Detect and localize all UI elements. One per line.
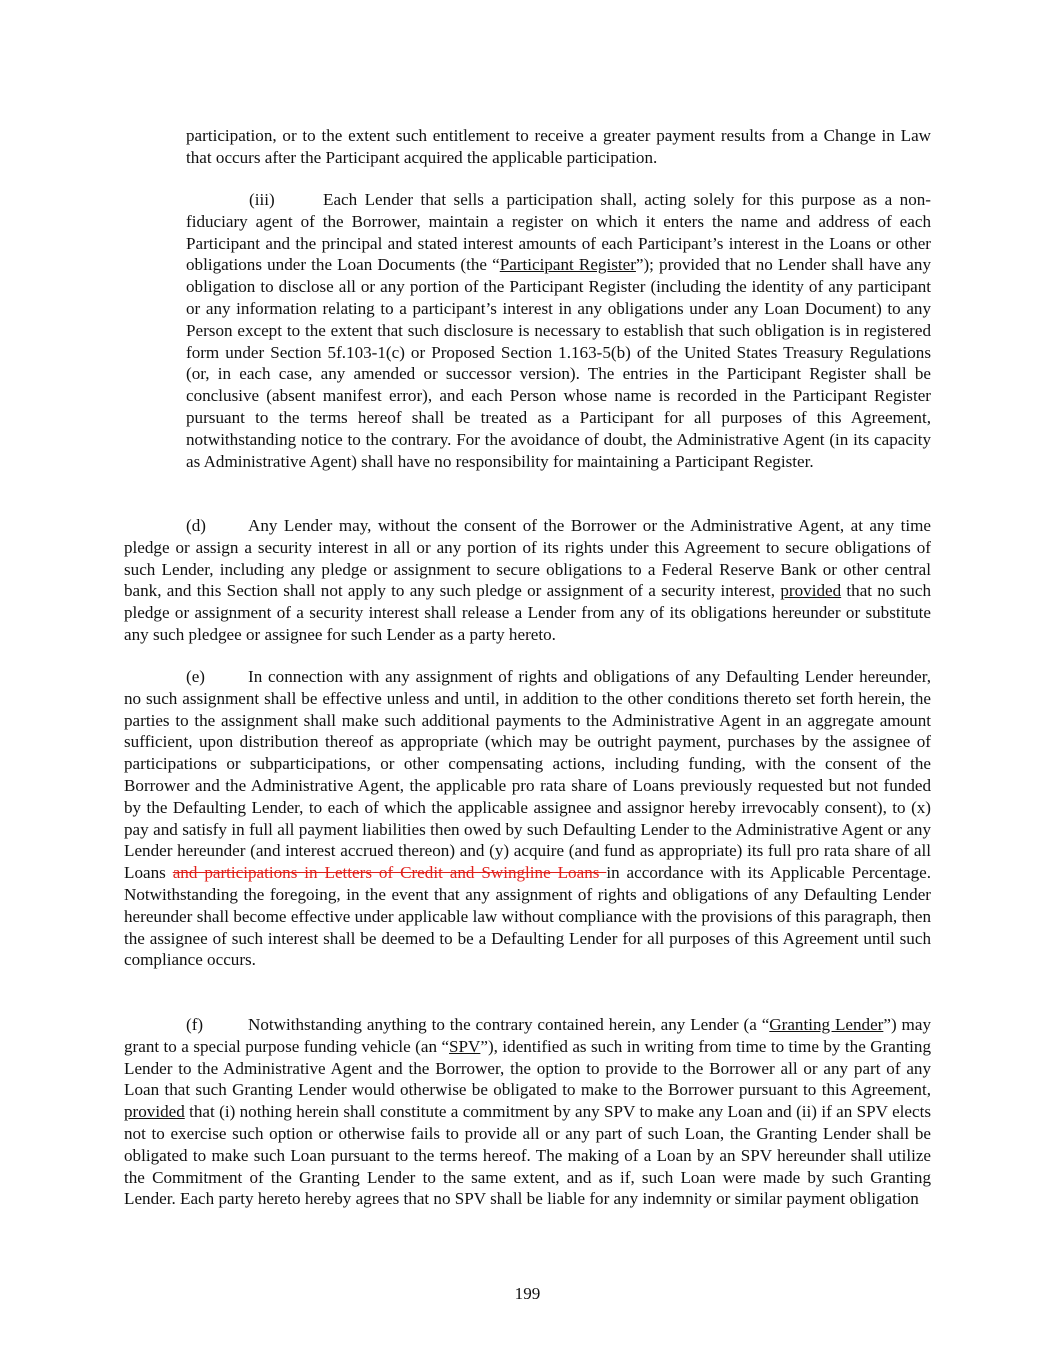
page-number: 199 (514, 1284, 541, 1303)
paragraph-text: In connection with any assignment of rights and obligations of any Defaulting Lender hereunder, no such assignment shall be effective unless and until, in addition to the other conditions thereto set forth herein, the parties to the assignment shall make such additional payments to the Administrative Agent in an aggregate amount sufficient, upon distribution thereof as appropriate (which may be outright payment, purchases by the assignee of participations or subparticipations, or other compensating actions, including funding, with the consent of the Borrower and the Administrative Agent, the applicable pro rata share of Loans previously requested but not funded by the Defaulting Lender, to each of which the applicable assignee and assignor hereby irrevocably consent), to (x) pay and satisfy in full all payment liabilities then owed by such Defaulting Lender to the Administrative Agent or any Lender hereunder (and interest accrued thereon) and (y) acquire (and fund as appropriate) its full pro rata share of all Loans (124, 667, 931, 883)
defined-term: SPV (449, 1036, 481, 1056)
clause-label: (d) (186, 516, 206, 535)
paragraph-text: Any Lender may, without the consent of the Borrower or the Administrative Agent, at any time pledge or assign a security interest in all or any portion of its rights under this Agreement to secure obligations of such Lender, including any pledge or assignment to secure obligations to a Federal Reserve Bank or other central bank, and this Section shall not apply to any such pledge or assignment of a security interest, (124, 516, 931, 601)
paragraph-text: ”), identified as such in writing from time to time by the Granting Lender to the Administrative Agent and the Borrower, the option to provide to the Borrower all or any part of any Loan that such Granting Lender would otherwise be obligated to make to the Borrower pursuant to this Agreement, (124, 1036, 931, 1100)
paragraph-continuation (186, 125, 931, 169)
paragraph-d (124, 515, 931, 646)
paragraph-text: Each Lender that sells a participation shall, acting solely for this purpose as a non-fiduciary agent of the Borrower, maintain a register on which it enters the name and address of each Participant and the principal and stated interest amounts of each Participant’s interest in the Loans or other obligations under the Loan Documents (the “ (186, 190, 931, 275)
clause-label: (e) (186, 667, 205, 686)
paragraph-text: that (i) nothing herein shall constitute a commitment by any SPV to make any Loan and (ii) if an SPV elects not to exercise such option or otherwise fails to provide all or any part of such Loan, the Granting Lender shall be obligated to make such Loan pursuant to the terms hereof. The making of a Loan by an SPV hereunder shall utilize the Commitment of the Granting Lender to the same extent, and as if, such Loan were made by such Granting Lender. Each party hereto hereby agrees that no SPV shall be liable for any indemnity or similar payment obligation (124, 1102, 931, 1209)
provided-term: provided (780, 581, 842, 601)
paragraph-e (124, 666, 931, 971)
paragraph-text: participation, or to the extent such entitlement to receive a greater payment results from a Change in Law that occurs after the Participant acquired the applicable participation. (186, 126, 931, 167)
paragraph-text: ”); provided that no Lender shall have any obligation to disclose all or any portion of the Participant Register (including the identity of any participant or any information relating to a participant’s interest in any obligations under any Loan Document) to any Person except to the extent that such disclosure is necessary to establish that such obligation is in registered form under Section 5f.103-1(c) or Proposed Section 1.163-5(b) of the United States Treasury Regulations (or, in each case, any amended or successor version). The entries in the Participant Register shall be conclusive (absent manifest error), and each Person whose name is recorded in the Participant Register pursuant to the terms hereof shall be treated as a Participant for all purposes of this Agreement, notwithstanding notice to the contrary. For the avoidance of doubt, the Administrative Agent (in its capacity as Administrative Agent) shall have no responsibility for maintaining a Participant Register. (186, 255, 931, 471)
paragraph-iii (186, 189, 931, 472)
provided-term: provided (124, 1102, 185, 1122)
defined-term: Granting Lender (769, 1015, 884, 1034)
clause-label: (iii) (249, 190, 275, 209)
paragraph-text: Notwithstanding anything to the contrary contained herein, any Lender (a “ (248, 1015, 770, 1034)
defined-term: Participant Register (499, 255, 636, 275)
paragraph-f (124, 1014, 931, 1210)
paragraph-text: in accordance with its Applicable Percentage. Notwithstanding the foregoing, in the event that any assignment of rights and obligations of any Defaulting Lender hereunder shall become effective under applicable law without compliance with the provisions of this paragraph, then the assignee of such interest shall be deemed to be a Defaulting Lender for all purposes of this Agreement until such compliance occurs. (124, 863, 931, 970)
paragraph-text: that no such pledge or assignment of a security interest shall release a Lender from any of its obligations hereunder or substitute any such pledgee or assignee for such Lender as a party hereto. (124, 581, 931, 644)
deleted-text: and participations in Letters of Credit and Swingline Loans (172, 863, 607, 883)
paragraph-text: ”) may grant to a special purpose funding vehicle (an “ (124, 1015, 931, 1056)
clause-label: (f) (186, 1015, 204, 1034)
